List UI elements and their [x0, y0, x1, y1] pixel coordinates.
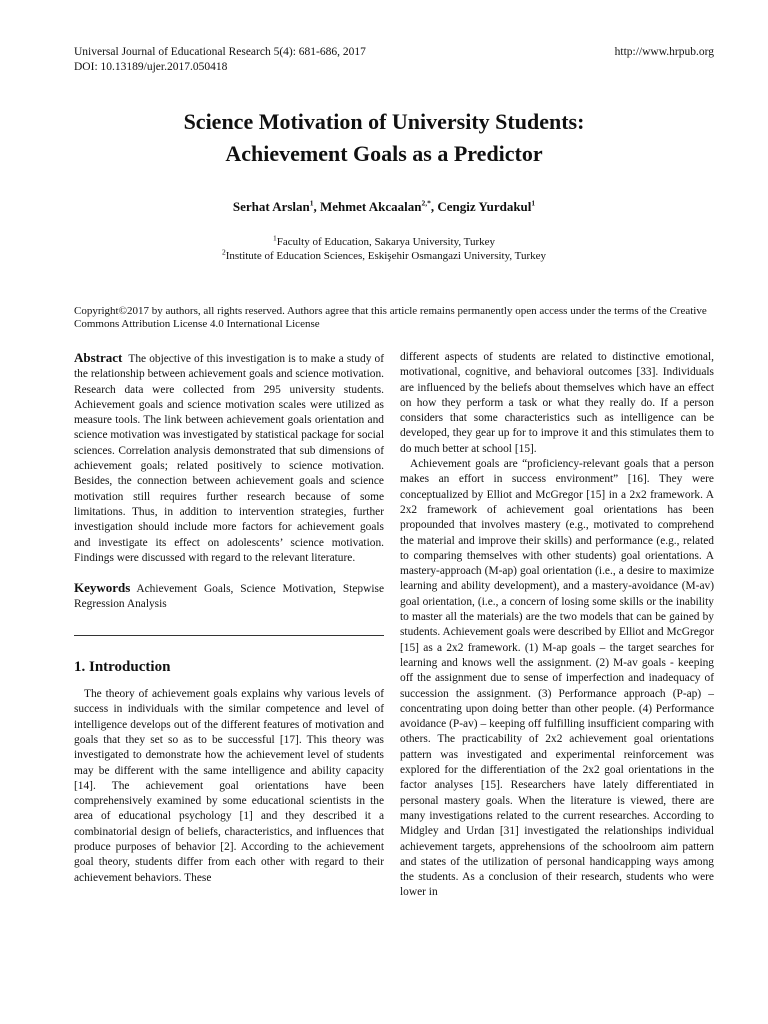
journal-citation: Universal Journal of Educational Research 5(4): 681-686, 2017: [74, 46, 366, 58]
section-heading-introduction: 1. Introduction: [74, 658, 171, 675]
affiliation-number: 1: [272, 233, 277, 243]
author-affiliation-mark: 1: [309, 198, 314, 208]
author-separator: ,: [430, 199, 438, 214]
affiliation-text: Faculty of Education, Sakarya University, Turkey: [276, 236, 496, 248]
title-line-2: Achievement Goals as a Predictor: [225, 141, 543, 166]
author-name: Mehmet Akcaalan: [320, 199, 422, 214]
body-paragraph: Achievement goals are “proficiency-relevant goals that a person makes an effort in success environment” [16]. They were conceptualized by Elliot and McGregor [15] in a 2x2 framework. A 2x2 framework of achievement goal orientations has been propounded that involves mastery (e.g., motivated to comprehend the material and improve their skills) and performance (e.g., related to comparing themselves with other students) goal orientations. A mastery-approach (M-ap) goal orientation (i.e., a desire to maximize learning and ability development), and a mastery-avoidance (M-av) goal orientation, (i.e., a concern of losing some skills or the inability to master all the materials) are the two models that can be gained by students. Achievement goals were described by Elliot and McGregor [15] as a 2x2 framework. (1) M-ap goals – the target searches for learning and knows well the assignment. (2) M-av goals - keeping off the assignment due to sense of imperfection and inadequacy of succession the assignment. (3) Performance approach (P-ap) – concentrating upon doing better than other people. (4) Performance avoidance (P-av) – keeping off fulfilling insufficient comparing with others. The practicability of 2x2 achievement goal orientations pattern was investigated and experimental reinforcement was explored for the differentiation of the 2x2 goal orientations in the factor analyses [15]. Researchers have lately differentiated in personal mastery goals. When the literature is viewed, there are many investigations related to the current researches. According to Midgley and Urdan [31] investigated the relationships individual achievement targets, apprehensions of the schoolroom aim pattern and states of the utilization of personal handicapping ways among the students. As a conclusion of their research, students who were lower in: [400, 458, 714, 899]
running-header: [74, 45, 714, 75]
author-list: [0, 199, 768, 215]
left-column: [74, 350, 384, 886]
keywords-heading: Keywords: [74, 580, 131, 596]
affiliation: [0, 235, 768, 249]
abstract-text: The objective of this investigation is to make a study of the relationship between achievement goals and science motivation. Research data were collected from 295 university students. Achievement goals and science motivation scales were utilized as measure tools. The link between achievement goals orientation and science motivation was investigated by statistical package for social sciences. Correlation analysis demonstrated that sub dimensions of achievement goals; related positively to science motivation. Besides, the connection between achievement goals and science motivation still requires further research because of some limitations. Thus, in addition to intervention strategies, further investigation should include more factors for achievement goals and investigate its effect on adolescents’ science motivation. Findings were discussed with regard to the relevant literature.: [74, 353, 384, 564]
abstract: [74, 350, 384, 566]
section-divider: [74, 635, 384, 636]
author-affiliation-mark: 2,*: [421, 198, 431, 208]
copyright-notice: Copyright©2017 by authors, all rights reserved. Authors agree that this article remains permanently open access under the terms of the Creative Commons Attribution License 4.0 International License: [74, 305, 707, 330]
keywords-text: Achievement Goals, Science Motivation, Stepwise Regression Analysis: [74, 583, 384, 611]
keywords: [74, 580, 384, 613]
author-affiliation-mark: 1: [531, 198, 536, 208]
affiliation-list: [0, 235, 768, 263]
right-column: [400, 350, 714, 901]
author-name: Cengiz Yurdakul: [437, 199, 532, 214]
title-line-1: Science Motivation of University Students:: [183, 109, 585, 134]
affiliation-number: 2: [221, 247, 226, 257]
intro-paragraph: The theory of achievement goals explains why various levels of success in individuals with the similar competence and level of intelligence develops out of the different features of motivation and goals that they set so as to be successful [17]. This theory was investigated to demonstrate how the achievement level of students may be different with the same intelligence and ability capacity [14]. The achievement goal orientations have been comprehensively examined by some educational scientists in the area of educational psychology [1] and they described it a combinatorial design of beliefs, characteristics, and influences that produce purposes of behavior [2]. According to the achievement goal theory, students differ from each other with regard to their achievement behaviors. These: [74, 688, 384, 884]
body-paragraph: different aspects of students are related to distinctive emotional, motivational, cognitive, and behavioral outcomes [33]. Individuals are influenced by the beliefs about themselves which have an effect on how they perform a task or what they really do. If a person considers that some characteristics such as intelligence can be developed, they gear up for to improve it and this stimulates them to do much better at school [15].: [400, 351, 714, 455]
abstract-heading: Abstract: [74, 350, 123, 365]
author-name: Serhat Arslan: [232, 199, 310, 214]
journal-url-link[interactable]: http://www.hrpub.org: [614, 46, 714, 58]
affiliation: [0, 249, 768, 263]
doi: DOI: 10.13189/ujer.2017.050418: [74, 61, 228, 73]
affiliation-text: Institute of Education Sciences, Eskişehir Osmangazi University, Turkey: [225, 250, 547, 262]
paper-title: [0, 106, 768, 170]
author-separator: ,: [313, 199, 321, 214]
